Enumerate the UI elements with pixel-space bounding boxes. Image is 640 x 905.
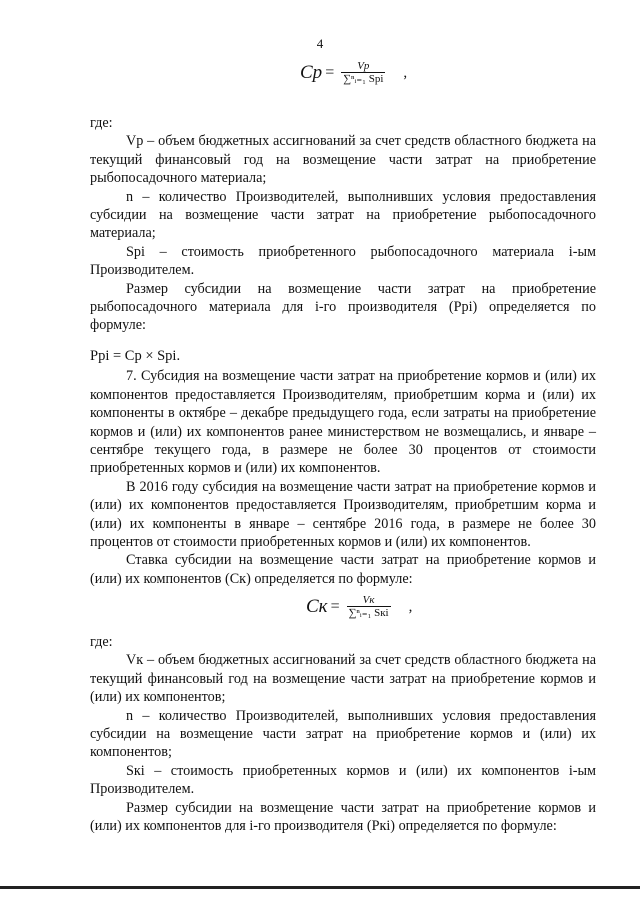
- paragraph: Vp – объем бюджетных ассигнований за счет средств областного бюджета на текущий финансовый год на возмещение части затрат на приобретение рыбопосадочного материала;: [90, 133, 596, 187]
- text-block-2: [90, 633, 596, 835]
- paragraph: Размер субсидии на возмещение части затрат на приобретение кормов и (или) их компонентов для i-го производителя (Pкi) определяется по формуле:: [90, 799, 596, 835]
- formula-ck: [306, 594, 412, 620]
- formula-denominator: ∑ⁿᵢ₌₁ Sкi: [348, 607, 389, 619]
- formula-fraction: [341, 60, 385, 86]
- formula-lhs: Cк: [306, 596, 328, 617]
- paragraph: n – количество Производителей, выполнивших условия предоставления субсидии на возмещение части затрат на приобретение рыбопосадочного материала;: [90, 188, 596, 242]
- formula-comma: ,: [408, 598, 413, 615]
- formula-numerator: Vк: [362, 594, 375, 606]
- paragraph: n – количество Производителей, выполнивших условия предоставления субсидии на возмещение части затрат на приобретение кормов и (или) их компонентов;: [90, 707, 596, 761]
- page-bottom-edge: [0, 886, 640, 889]
- paragraph: Spi – стоимость приобретенного рыбопосадочного материала i-ым Производителем.: [90, 243, 596, 279]
- formula-lhs: Cp: [300, 62, 323, 83]
- formula-cp: [300, 60, 407, 86]
- formula-numerator: Vp: [357, 60, 370, 72]
- paragraph-7: 7. Субсидия на возмещение части затрат на приобретение кормов и (или) их компонентов предоставляется Производителям, приобретшим корма и (или) их компоненты в октябре – декабре предыдущего года, если затраты на приобретение кормов и (или) их компонентов ранее министерством не возмещались, и январе – сентябре текущего года, в размере не более 30 процентов от стоимости приобретенных кормов и (или) их компонентов.: [90, 368, 596, 477]
- paragraph: Vк – объем бюджетных ассигнований за счет средств областного бюджета на текущий финансовый год на возмещение части затрат на приобретение кормов и (или) их компонентов;: [90, 652, 596, 706]
- paragraph: Sкi – стоимость приобретенных кормов и (или) их компонентов i-ым Производителем.: [90, 762, 596, 798]
- formula-fraction: [347, 594, 391, 620]
- formula-comma: ,: [403, 64, 408, 81]
- paragraph: Ставка субсидии на возмещение части затрат на приобретение кормов и (или) их компонентов (Ск) определяется по формуле:: [90, 552, 596, 587]
- formula-equals: =: [325, 64, 335, 81]
- formula-equals: =: [330, 598, 340, 615]
- page-number: 4: [316, 36, 324, 51]
- where-label: где:: [90, 115, 113, 131]
- paragraph: Размер субсидии на возмещение части затрат на приобретение рыбопосадочного материала для i-го производителя (Ppi) определяется по формуле:: [90, 280, 596, 334]
- formula-ppi: Ppi = Cp × Spi.: [90, 347, 181, 364]
- text-block-1: [90, 114, 596, 588]
- paragraph: В 2016 году субсидия на возмещение части затрат на приобретение кормов и (или) их компонентов предоставляется Производителям, приобретшим корма и (или) их компоненты в январе – сентябре 2016 года, в размере не более 30 процентов от стоимости приобретенных кормов и (или) их компонентов.: [90, 478, 596, 550]
- where-label: где:: [90, 634, 113, 650]
- formula-denominator: ∑ⁿᵢ₌₁ Spi: [343, 73, 384, 85]
